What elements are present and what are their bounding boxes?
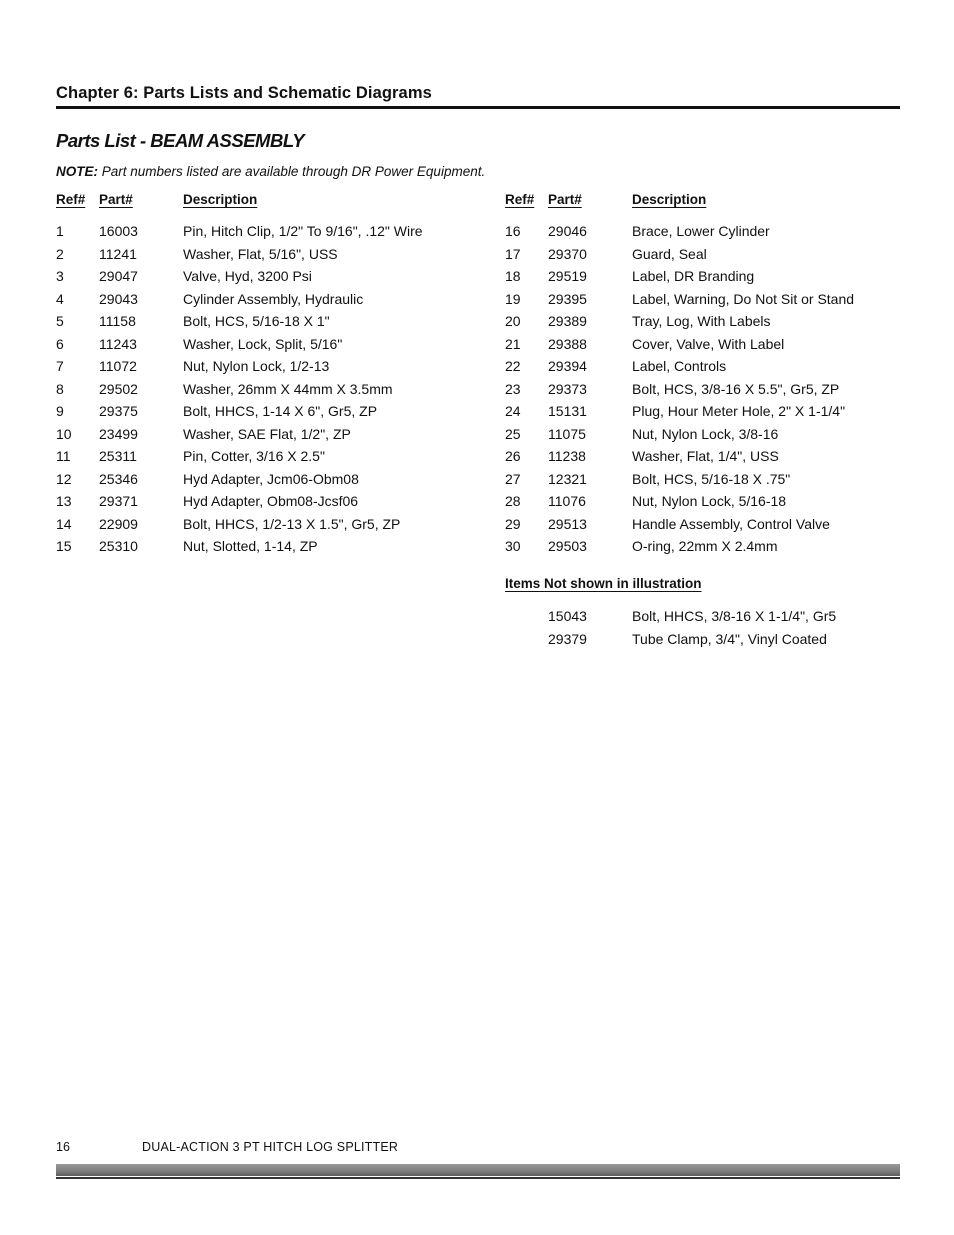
cell-description: Washer, 26mm X 44mm X 3.5mm xyxy=(183,380,393,397)
cell-description: Tube Clamp, 3/4", Vinyl Coated xyxy=(632,630,827,647)
cell-ref: 6 xyxy=(56,335,64,352)
footer-doc-title: DUAL-ACTION 3 PT HITCH LOG SPLITTER xyxy=(142,1140,399,1154)
cell-description: O-ring, 22mm X 2.4mm xyxy=(632,538,778,554)
cell-description: Bolt, HHCS, 1/2-13 X 1.5", Gr5, ZP xyxy=(183,515,401,532)
cell-description: Washer, Flat, 1/4", USS xyxy=(632,448,779,464)
cell-description: Nut, Slotted, 1-14, ZP xyxy=(183,538,318,554)
cell-ref: 26 xyxy=(505,448,521,464)
cell-ref: 11 xyxy=(56,448,71,464)
cell-part: 29043 xyxy=(99,290,138,307)
cell-part: 11158 xyxy=(99,313,136,329)
cell-part: 29046 xyxy=(548,223,587,239)
cell-description: Washer, Flat, 5/16", USS xyxy=(183,245,338,262)
cell-part: 15043 xyxy=(548,608,587,624)
cell-ref: 15 xyxy=(56,538,72,554)
section-title: Parts List - BEAM ASSEMBLY xyxy=(56,130,305,151)
cell-ref: 20 xyxy=(505,313,521,329)
cell-part: 29379 xyxy=(548,630,587,647)
cell-description: Bolt, HCS, 5/16-18 X 1" xyxy=(183,313,330,329)
note-label: NOTE: xyxy=(56,164,98,179)
cell-ref: 23 xyxy=(505,380,521,397)
cell-ref: 25 xyxy=(505,425,521,442)
cell-ref: 2 xyxy=(56,245,64,262)
cell-part: 11238 xyxy=(548,448,586,464)
cell-ref: 21 xyxy=(505,335,521,352)
cell-description: Tray, Log, With Labels xyxy=(632,313,771,329)
cell-ref: 7 xyxy=(56,358,64,374)
cell-part: 11076 xyxy=(548,493,586,509)
cell-ref: 4 xyxy=(56,290,64,307)
cell-description: Label, Controls xyxy=(632,358,727,374)
cell-ref: 1 xyxy=(56,223,64,239)
cell-part: 25310 xyxy=(99,538,138,554)
cell-part: 29389 xyxy=(548,313,587,329)
cell-part: 11243 xyxy=(99,335,137,352)
cell-part: 29388 xyxy=(548,335,587,352)
header-ref: Ref# xyxy=(505,192,535,207)
cell-description: Guard, Seal xyxy=(632,245,707,262)
cell-part: 29502 xyxy=(99,380,138,397)
cell-ref: 3 xyxy=(56,268,64,284)
cell-part: 29513 xyxy=(548,515,587,532)
cell-part: 29371 xyxy=(99,493,138,509)
cell-description: Label, Warning, Do Not Sit or Stand xyxy=(632,290,855,307)
note xyxy=(56,164,485,179)
chapter-rule xyxy=(56,106,900,109)
cell-part: 11072 xyxy=(99,358,137,374)
cell-description: Washer, SAE Flat, 1/2", ZP xyxy=(183,425,351,442)
cell-description: Valve, Hyd, 3200 Psi xyxy=(183,268,312,284)
cell-part: 25311 xyxy=(99,448,137,464)
cell-ref: 9 xyxy=(56,403,64,419)
cell-description: Nut, Nylon Lock, 3/8-16 xyxy=(632,425,779,442)
cell-part: 29395 xyxy=(548,290,587,307)
cell-ref: 30 xyxy=(505,538,521,554)
cell-ref: 5 xyxy=(56,313,64,329)
cell-part: 29373 xyxy=(548,380,587,397)
cell-part: 16003 xyxy=(99,223,138,239)
header-part: Part# xyxy=(548,192,582,207)
cell-part: 29047 xyxy=(99,268,138,284)
cell-part: 11241 xyxy=(99,245,137,262)
note-text: Part numbers listed are available through DR Power Equipment. xyxy=(101,164,486,179)
page-number: 16 xyxy=(56,1140,70,1154)
cell-description: Plug, Hour Meter Hole, 2" X 1-1/4" xyxy=(632,403,846,419)
cell-ref: 16 xyxy=(505,223,521,239)
footer-rule xyxy=(56,1177,900,1179)
cell-description: Cover, Valve, With Label xyxy=(632,335,785,352)
cell-description: Bolt, HCS, 5/16-18 X .75" xyxy=(632,470,791,487)
not-shown-title: Items Not shown in illustration xyxy=(505,576,702,591)
cell-part: 25346 xyxy=(99,470,138,487)
cell-ref: 28 xyxy=(505,493,521,509)
header-description: Description xyxy=(632,192,707,207)
cell-description: Hyd Adapter, Obm08-Jcsf06 xyxy=(183,493,359,509)
cell-part: 29503 xyxy=(548,538,587,554)
cell-description: Bolt, HCS, 3/8-16 X 5.5", Gr5, ZP xyxy=(632,380,840,397)
footer-bar xyxy=(56,1164,900,1176)
header-part: Part# xyxy=(99,192,133,207)
cell-part: 29519 xyxy=(548,268,587,284)
cell-description: Pin, Cotter, 3/16 X 2.5" xyxy=(183,448,325,464)
cell-ref: 14 xyxy=(56,515,72,532)
header-description: Description xyxy=(183,192,258,207)
cell-ref: 19 xyxy=(505,290,521,307)
cell-ref: 8 xyxy=(56,380,64,397)
cell-description: Bolt, HHCS, 1-14 X 6", Gr5, ZP xyxy=(183,403,378,419)
cell-description: Handle Assembly, Control Valve xyxy=(632,515,830,532)
cell-ref: 10 xyxy=(56,425,72,442)
cell-ref: 22 xyxy=(505,358,521,374)
cell-part: 11075 xyxy=(548,425,586,442)
cell-ref: 29 xyxy=(505,515,521,532)
cell-part: 29375 xyxy=(99,403,138,419)
cell-part: 15131 xyxy=(548,403,587,419)
cell-description: Bolt, HHCS, 3/8-16 X 1-1/4", Gr5 xyxy=(632,608,837,624)
cell-description: Label, DR Branding xyxy=(632,268,755,284)
cell-part: 23499 xyxy=(99,425,138,442)
cell-description: Cylinder Assembly, Hydraulic xyxy=(183,290,364,307)
cell-description: Hyd Adapter, Jcm06-Obm08 xyxy=(183,470,359,487)
cell-ref: 13 xyxy=(56,493,72,509)
cell-description: Brace, Lower Cylinder xyxy=(632,223,770,239)
cell-description: Nut, Nylon Lock, 1/2-13 xyxy=(183,358,330,374)
cell-description: Nut, Nylon Lock, 5/16-18 xyxy=(632,493,787,509)
cell-description: Washer, Lock, Split, 5/16" xyxy=(183,335,343,352)
cell-part: 29394 xyxy=(548,358,587,374)
cell-ref: 24 xyxy=(505,403,521,419)
cell-ref: 18 xyxy=(505,268,521,284)
header-ref: Ref# xyxy=(56,192,86,207)
cell-ref: 27 xyxy=(505,470,521,487)
cell-ref: 17 xyxy=(505,245,521,262)
cell-part: 22909 xyxy=(99,515,138,532)
cell-description: Pin, Hitch Clip, 1/2" To 9/16", .12" Wire xyxy=(183,223,423,239)
cell-ref: 12 xyxy=(56,470,72,487)
cell-part: 29370 xyxy=(548,245,587,262)
chapter-title: Chapter 6: Parts Lists and Schematic Diagrams xyxy=(56,84,432,102)
cell-part: 12321 xyxy=(548,470,587,487)
